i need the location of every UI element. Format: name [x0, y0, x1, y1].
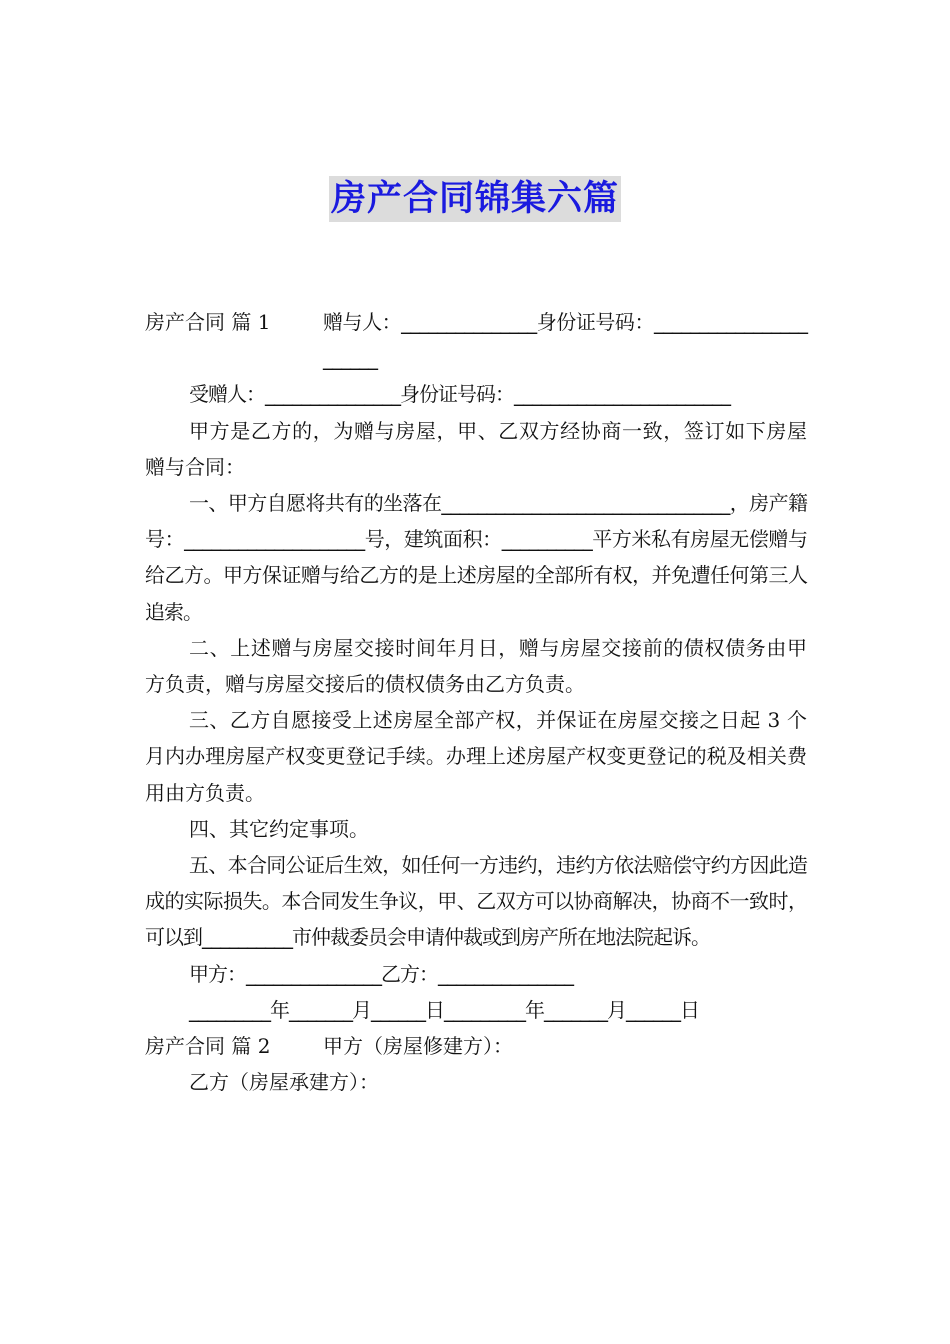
section1-date-line	[145, 992, 807, 1028]
donee-field: 受赠人：_______________身份证号码：________________________	[189, 382, 730, 407]
section1-clause4: 四、其它约定事项。	[189, 816, 369, 841]
clause5-text: 五、本合同公证后生效，如任何一方违约，违约方依法赔偿守约方因此造成的实际损失。本合同发生争议，甲、乙双方可以协商解决，协商不一致时，可以到__________市仲裁委员会申请仲裁或到房产所在地法院起诉。	[145, 853, 807, 950]
signature-fields: 甲方：_______________乙方：_______________	[189, 961, 573, 986]
section1-clause1	[145, 485, 807, 630]
title-container	[0, 176, 950, 222]
section2-heading: 房产合同 篇 2	[145, 1034, 271, 1059]
section1-clause2: 二、上述赠与房屋交接时间年月日，赠与房屋交接前的债权债务由甲方负责，赠与房屋交接后的债权债务由乙方负责。	[145, 635, 807, 697]
document-body	[145, 304, 807, 1100]
document-title: 房产合同锦集六篇	[329, 176, 621, 222]
section2-party-a: 甲方（房屋修建方）：	[323, 1034, 513, 1059]
donor-field: 赠与人：_______________身份证号码：_______________________	[323, 310, 807, 371]
section1-clause5	[145, 847, 807, 956]
section1-intro: 甲方是乙方的，为赠与房屋，甲、乙双方经协商一致，签订如下房屋赠与合同：	[145, 418, 807, 479]
section1-signature-line	[145, 956, 807, 992]
section1-heading: 房产合同 篇 1	[145, 310, 271, 334]
date-fields: _________年_______月______日_________年_______月______日	[189, 997, 699, 1022]
clause1-text: 一、甲方自愿将共有的坐落在________________________________，房产籍号：____________________号，建筑面积：__________平方米私有房屋无偿赠与给乙方。甲方保证赠与给乙方的是上述房屋的全部所有权，并免遭任何第三人追索。	[145, 491, 807, 624]
section1-donee-line	[145, 376, 807, 412]
section2-heading-line	[145, 1028, 807, 1064]
section2-party-b: 乙方（房屋承建方）：	[189, 1070, 379, 1095]
section1-clause3: 三、乙方自愿接受上述房屋全部产权，并保证在房屋交接之日起 3 个月内办理房屋产权变更登记手续。办理上述房屋产权变更登记的税及相关费用由方负责。	[145, 708, 807, 805]
